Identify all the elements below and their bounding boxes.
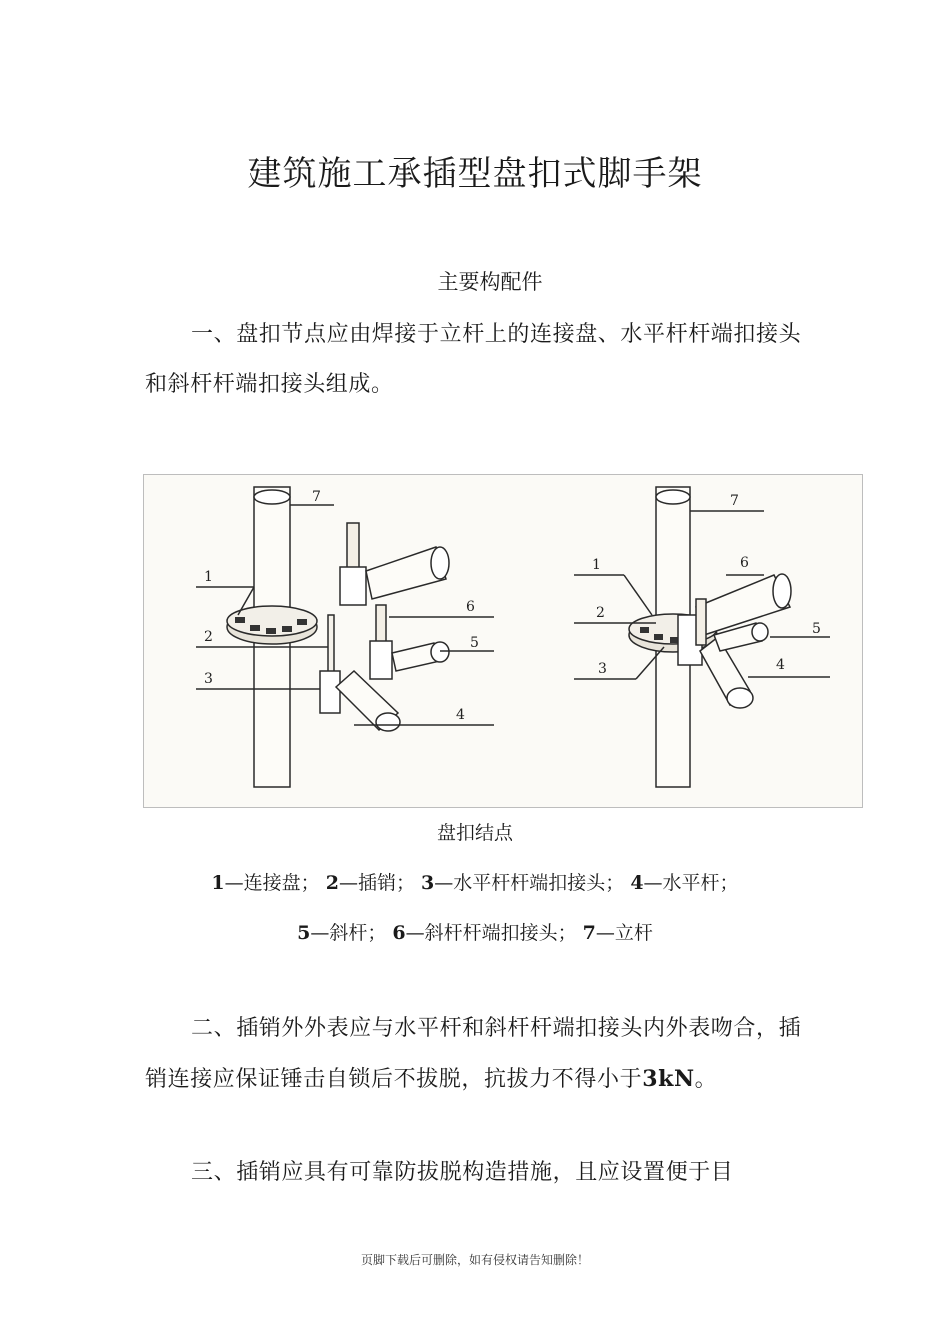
legend-num-4: 4: [630, 872, 644, 894]
section-heading: 主要构配件: [437, 270, 543, 294]
left-label-2: 2: [204, 629, 213, 645]
left-label-1: 1: [204, 569, 213, 585]
legend-num-1: 1: [211, 872, 225, 894]
right-label-6: 6: [740, 555, 749, 571]
legend-text-1: —连接盘；: [224, 872, 320, 894]
paragraph-2-end: 。: [694, 1067, 718, 1092]
left-pole-top: [254, 490, 290, 504]
paragraph-3: 三、插销应具有可靠防拔脱构造措施，且应设置便于目: [191, 1160, 734, 1185]
left-label-6: 6: [466, 599, 475, 615]
figure-caption: 盘扣结点: [436, 822, 513, 844]
paragraph-1: 一、盘扣节点应由焊接于立杆上的连接盘、水平杆杆端扣接头和斜杆杆端扣接头组成。: [145, 322, 802, 397]
page-footer: 页脚下载后可删除，如有侵权请告知删除！: [360, 1253, 589, 1267]
legend-num-7: 7: [582, 922, 596, 944]
left-pin: [328, 615, 334, 677]
legend-num-3: 3: [421, 872, 435, 894]
legend-text-2: —插销；: [338, 872, 415, 894]
pullout-force-value: 3kN: [642, 1066, 695, 1092]
legend-line-1: [0, 868, 950, 898]
left-label-4: 4: [456, 707, 465, 723]
legend-num-6: 6: [392, 922, 406, 944]
right-label-5: 5: [812, 621, 821, 637]
legend-line-2: [0, 918, 950, 948]
right-label-2: 2: [596, 605, 605, 621]
paragraph-2-text: 二、插销外外表应与水平杆和斜杆杆端扣接头内外表吻合，插销连接应保证锤击自锁后不拔脱，抗拔力不得小于: [145, 1016, 802, 1092]
legend-num-5: 5: [297, 922, 311, 944]
legend-text-7: —立杆: [595, 922, 653, 944]
right-label-7: 7: [730, 493, 739, 509]
paragraph-2: [145, 1004, 815, 1105]
figure-node-diagram: [143, 474, 863, 808]
left-label-3: 3: [204, 671, 213, 687]
left-label-5: 5: [470, 635, 479, 651]
legend-text-6: —斜杆杆端扣接头；: [405, 922, 577, 944]
document-title: 建筑施工承插型盘扣式脚手架: [247, 154, 703, 194]
right-label-1: 1: [592, 557, 601, 573]
right-label-3: 3: [598, 661, 607, 677]
legend-num-2: 2: [325, 872, 339, 894]
left-ledger-head: [320, 671, 340, 713]
right-label-4: 4: [776, 657, 785, 673]
legend-text-5: —斜杆；: [310, 922, 387, 944]
legend-text-3: —水平杆杆端扣接头；: [434, 872, 625, 894]
node-illustration: [144, 475, 864, 809]
left-label-7: 7: [312, 489, 321, 505]
legend-text-4: —水平杆；: [643, 872, 739, 894]
